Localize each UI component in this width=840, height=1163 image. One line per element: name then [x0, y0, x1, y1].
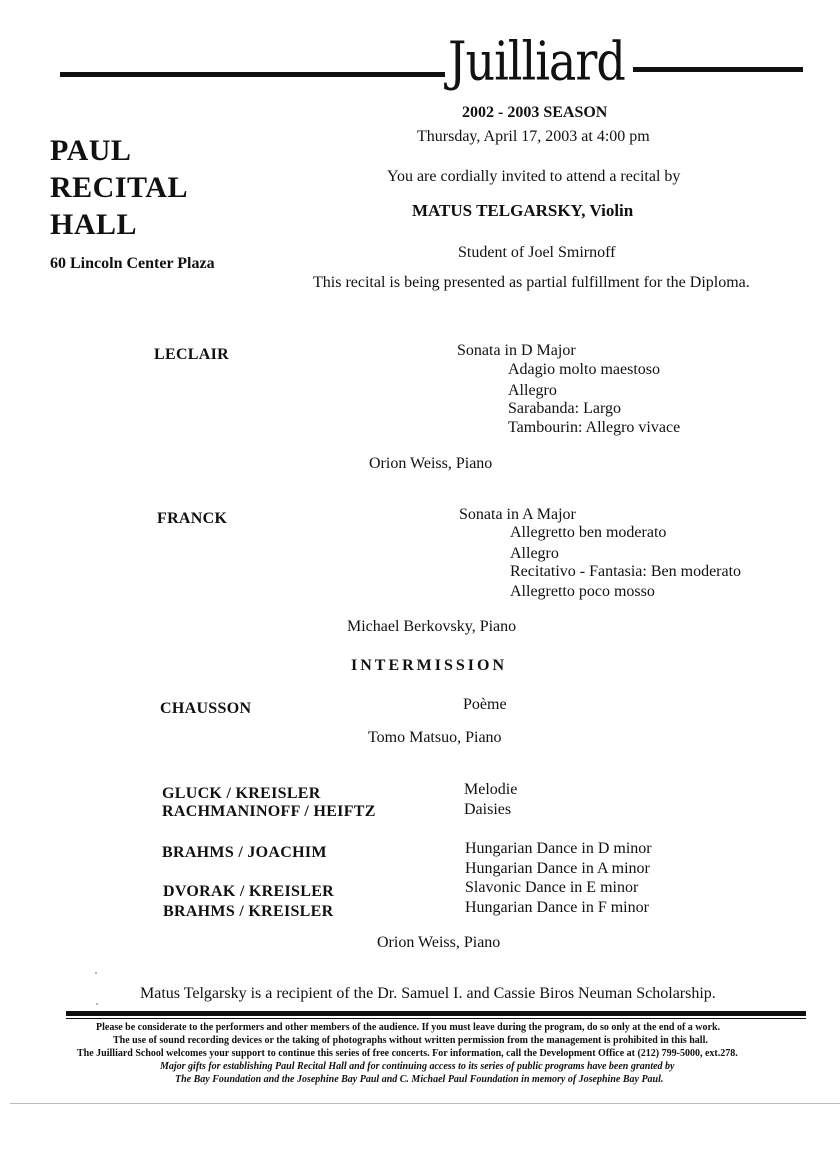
composer-rachmaninoff-heiftz: RACHMANINOFF / HEIFTZ [162, 803, 376, 820]
movement: Recitativo - Fantasia: Ben moderato [510, 563, 742, 580]
work-title: Hungarian Dance in F minor [465, 899, 649, 916]
venue-name-recital: RECITAL [50, 171, 188, 204]
header-rule-right [633, 67, 803, 72]
movement: Adagio molto maestoso [508, 361, 660, 378]
footer-rule-thick [66, 1011, 806, 1016]
pianist: Orion Weiss, Piano [369, 455, 493, 472]
season-label: 2002 - 2003 SEASON [462, 104, 608, 121]
work-title: Daisies [464, 801, 512, 818]
work-title: Hungarian Dance in A minor [465, 860, 650, 877]
header-rule-left [60, 72, 445, 77]
movement: Allegretto poco mosso [510, 583, 655, 600]
movement: Tambourin: Allegro vivace [508, 419, 681, 436]
concert-datetime: Thursday, April 17, 2003 at 4:00 pm [417, 128, 650, 145]
composer-franck: FRANCK [157, 510, 228, 527]
movement: Allegro [510, 545, 559, 562]
juilliard-logo: Juilliard [448, 30, 625, 93]
scholarship-note: Matus Telgarsky is a recipient of the Dr. Samuel I. and Cassie Biros Neuman Scholarship. [140, 985, 716, 1002]
footer-rule-thin [66, 1018, 806, 1019]
work-title: Poème [463, 696, 507, 713]
work-title: Slavonic Dance in E minor [465, 879, 639, 896]
work-title: Sonata in D Major [457, 342, 576, 359]
work-title: Sonata in A Major [459, 506, 576, 523]
scan-speck [95, 972, 97, 974]
composer-gluck-kreisler: GLUCK / KREISLER [162, 785, 321, 802]
scan-speck [96, 1003, 98, 1005]
performer-name: MATUS TELGARSKY, Violin [412, 201, 634, 220]
movement: Sarabanda: Largo [508, 400, 621, 417]
footer-recording-policy: The use of sound recording devices or the taking of photographs without written permission from the management is prohibited in this hall. [113, 1035, 708, 1046]
work-title: Hungarian Dance in D minor [465, 840, 652, 857]
composer-dvorak-kreisler: DVORAK / KREISLER [163, 883, 335, 900]
work-title: Melodie [464, 781, 518, 798]
movement: Allegro [508, 382, 557, 399]
venue-address: 60 Lincoln Center Plaza [50, 255, 215, 272]
movement: Allegretto ben moderato [510, 524, 667, 541]
teacher-line: Student of Joel Smirnoff [458, 244, 616, 261]
footer-gifts: Major gifts for establishing Paul Recital Hall and for continuing access to its series of public programs have been granted by [160, 1061, 675, 1072]
venue-name-hall: HALL [50, 208, 138, 241]
pianist: Orion Weiss, Piano [377, 934, 501, 951]
intermission-label: INTERMISSION [351, 657, 508, 674]
page-bottom-edge [10, 1103, 840, 1104]
composer-leclair: LECLAIR [154, 346, 230, 363]
diploma-note: This recital is being presented as partial fulfillment for the Diploma. [313, 274, 750, 291]
venue-name-paul: PAUL [50, 134, 132, 167]
pianist: Tomo Matsuo, Piano [368, 729, 502, 746]
footer-etiquette: Please be considerate to the performers and other members of the audience. If you must leave during the program, do so only at the end of a work. [96, 1022, 721, 1033]
footer-support: The Juilliard School welcomes your support to continue this series of free concerts. For information, call the Development Office at (212) 799-5000, ext.278. [77, 1048, 738, 1059]
invitation-intro: You are cordially invited to attend a recital by [387, 168, 681, 185]
composer-chausson: CHAUSSON [160, 700, 252, 717]
pianist: Michael Berkovsky, Piano [347, 618, 517, 635]
composer-brahms-kreisler: BRAHMS / KREISLER [163, 903, 334, 920]
composer-brahms-joachim: BRAHMS / JOACHIM [162, 844, 327, 861]
footer-foundation: The Bay Foundation and the Josephine Bay Paul and C. Michael Paul Foundation in memory of Josephine Bay Paul. [175, 1074, 664, 1085]
